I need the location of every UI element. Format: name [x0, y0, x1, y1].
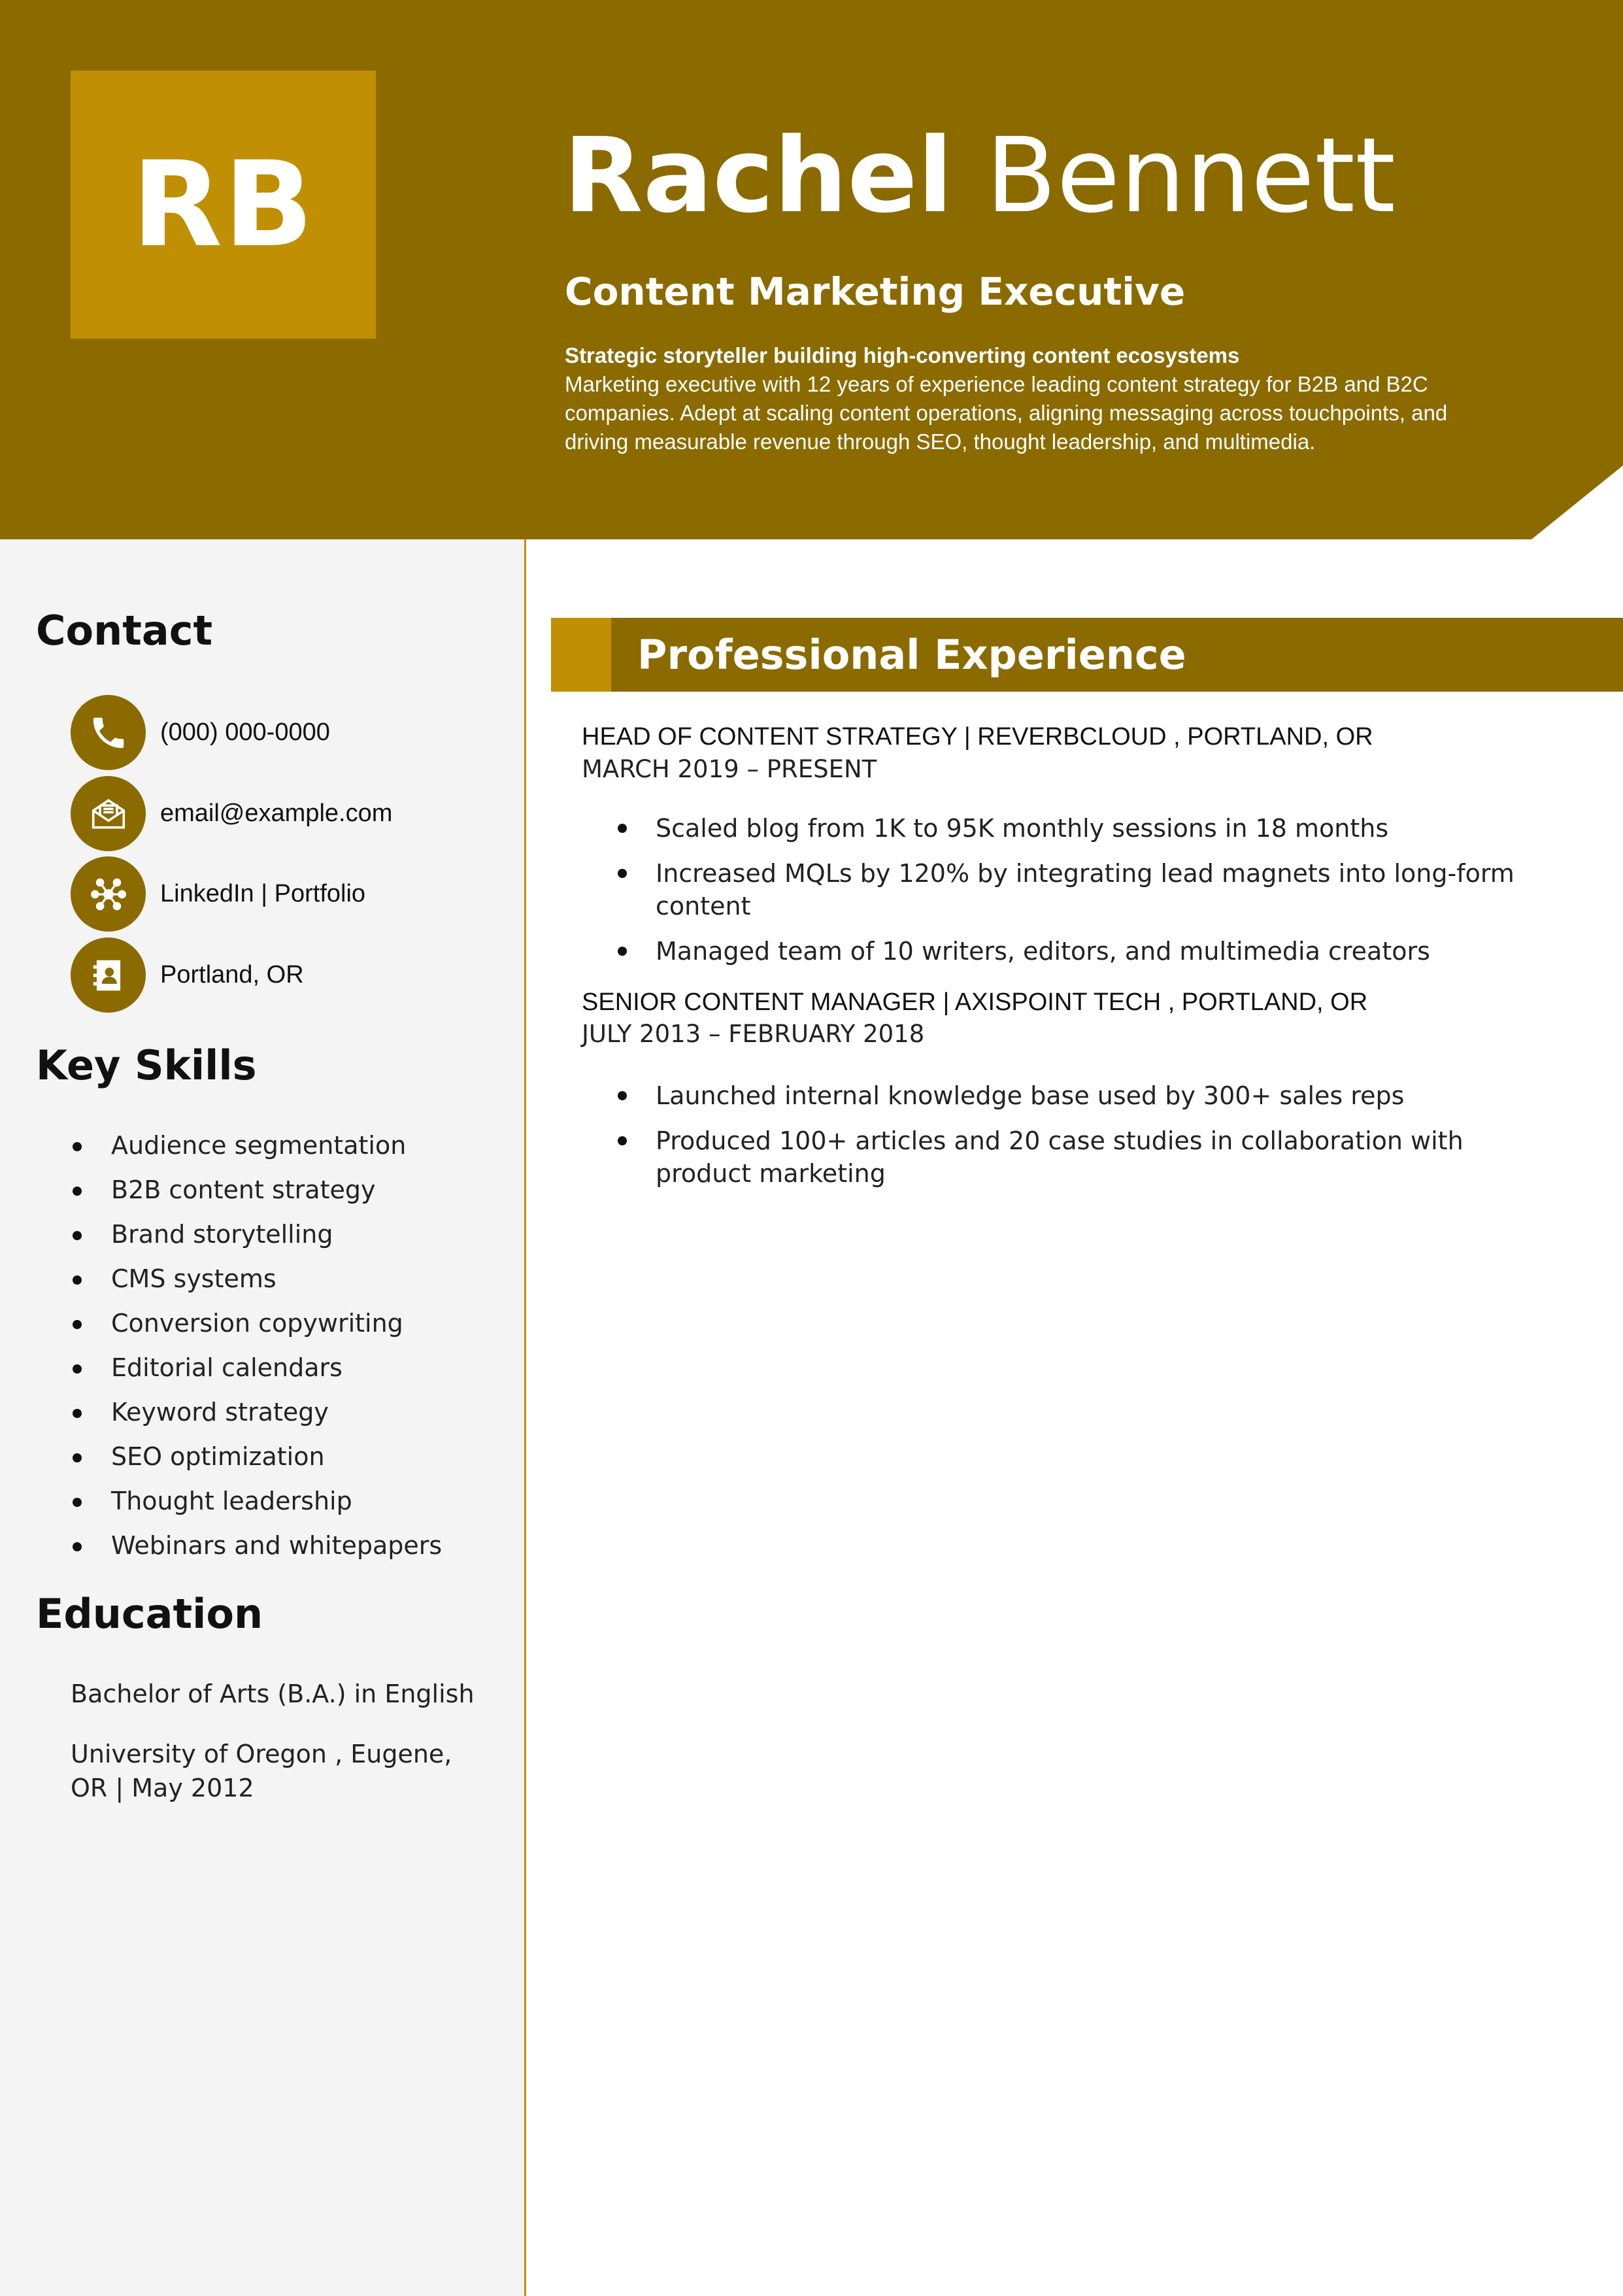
contact-heading: Contact	[36, 607, 213, 654]
contact-links-text: LinkedIn | Portfolio	[160, 880, 366, 907]
contact-location-text: Portland, OR	[160, 961, 304, 988]
monogram-text: RB	[131, 136, 315, 273]
job-bullet-list	[618, 812, 1559, 980]
contact-email	[71, 776, 392, 851]
contact-location	[71, 937, 304, 1013]
job-bullet: Scaled blog from 1K to 95K monthly sessions in 18 months	[618, 812, 1559, 845]
job-bullet: Launched internal knowledge base used by 300+ sales reps	[618, 1079, 1559, 1112]
address-book-icon	[71, 937, 146, 1013]
envelope-icon	[71, 776, 146, 851]
candidate-name	[563, 116, 1396, 236]
first-name: Rachel	[563, 116, 953, 236]
experience-heading-bar	[551, 618, 1623, 692]
skill-item: Keyword strategy	[71, 1390, 442, 1434]
profile-summary	[565, 341, 1499, 456]
experience-heading: Professional Experience	[637, 631, 1186, 679]
job-title-line: HEAD OF CONTENT STRATEGY | REVERBCLOUD , PORTLAND, OR	[582, 723, 1373, 751]
contact-email-text: email@example.com	[160, 800, 393, 827]
job-bullet: Produced 100+ articles and 20 case studies in collaboration with product marketing	[618, 1124, 1559, 1190]
summary-body: Marketing executive with 12 years of experience leading content strategy for B2B and B2C companies. Adept at scaling content operations, aligning messaging across touchpoints, and driving measurable revenue through SEO, thought leadership, and multimedia.	[565, 372, 1448, 454]
contact-phone-text: (000) 000-0000	[160, 718, 330, 746]
job-bullet: Managed team of 10 writers, editors, and multimedia creators	[618, 935, 1559, 968]
skills-list	[71, 1123, 442, 1568]
network-icon	[71, 856, 146, 932]
education-heading: Education	[36, 1590, 263, 1638]
monogram-badge	[71, 71, 376, 339]
job-bullet: Increased MQLs by 120% by integrating lead magnets into long-form content	[618, 857, 1559, 922]
skills-heading: Key Skills	[36, 1041, 257, 1089]
contact-links	[71, 856, 365, 932]
skill-item: Webinars and whitepapers	[71, 1523, 442, 1568]
skill-item: Editorial calendars	[71, 1345, 442, 1390]
job-bullet-list	[618, 1079, 1559, 1202]
last-name: Bennett	[985, 116, 1396, 236]
job-title: Content Marketing Executive	[565, 269, 1186, 314]
summary-headline: Strategic storyteller building high-converting content ecosystems	[565, 343, 1240, 367]
phone-icon	[71, 695, 146, 770]
contact-phone	[71, 695, 330, 770]
skill-item: Brand storytelling	[71, 1212, 442, 1257]
job-title-line: SENIOR CONTENT MANAGER | AXISPOINT TECH , PORTLAND, OR	[582, 988, 1368, 1016]
skill-item: CMS systems	[71, 1257, 442, 1301]
education-degree: Bachelor of Arts (B.A.) in English	[71, 1680, 475, 1708]
job-dates: JULY 2013 – FEBRUARY 2018	[582, 1020, 925, 1048]
skill-item: Audience segmentation	[71, 1123, 442, 1168]
skill-item: SEO optimization	[71, 1434, 442, 1479]
heading-accent-block	[551, 618, 611, 692]
skill-item: Conversion copywriting	[71, 1301, 442, 1345]
education-school: University of Oregon , Eugene, OR | May 2012	[71, 1740, 452, 1802]
skill-item: B2B content strategy	[71, 1168, 442, 1212]
job-dates: MARCH 2019 – PRESENT	[582, 755, 877, 783]
skill-item: Thought leadership	[71, 1479, 442, 1523]
